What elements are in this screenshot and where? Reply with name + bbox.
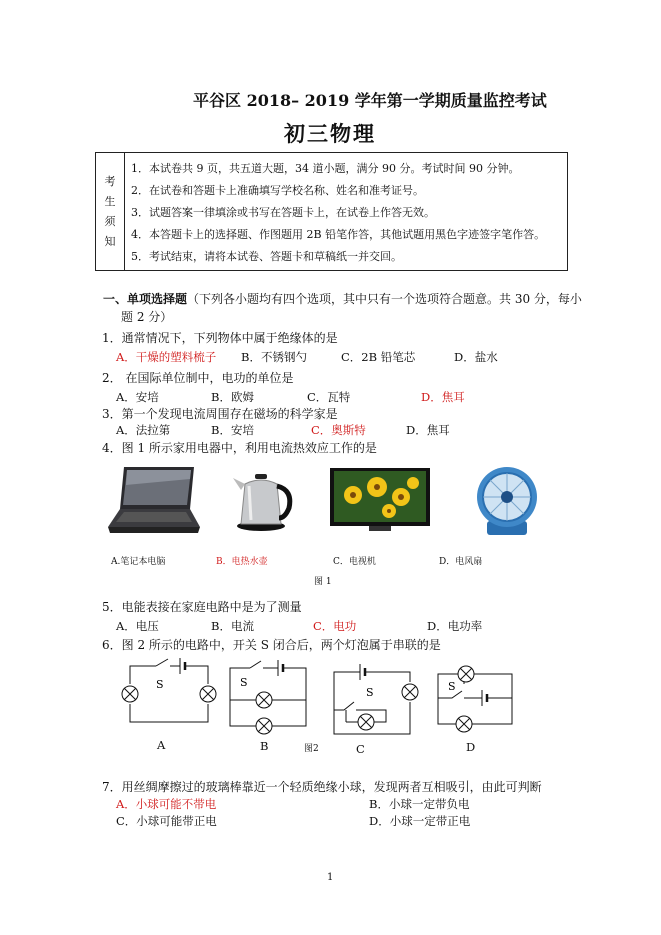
section-instruction: （下列各小题均有四个选项，其中只有一个选项符合题意。共 30 分，每小 (187, 292, 582, 306)
notice-item: 4．本答题卡上的选择题、作图题用 2B 铅笔作答，其他试题用黑色字迹签字笔作答。 (131, 227, 546, 241)
q4-caption-b: B．电热水壶 (216, 557, 268, 567)
notice-item: 5．考试结束，请将本试卷、答题卡和草稿纸一并交回。 (131, 249, 402, 263)
switch-label-c: S (366, 686, 374, 699)
q1-option-a: A．干燥的塑料梳子 (116, 350, 217, 364)
q3-option-d: D．焦耳 (406, 423, 450, 437)
q1-option-d: D．盐水 (454, 350, 498, 364)
circuit-a-label: A (157, 738, 166, 752)
circuit-d (434, 664, 518, 740)
q6-stem: 6．图 2 所示的电路中，开关 S 闭合后，两个灯泡属于串联的是 (102, 638, 441, 652)
figure-2-label: 图2 (304, 744, 319, 754)
q7-option-c: C．小球可能带正电 (116, 814, 217, 828)
tv-image (329, 467, 431, 533)
circuit-b (226, 660, 318, 740)
section-instruction-cont: 题 2 分） (121, 310, 173, 324)
circuit-d-label: D (466, 740, 476, 754)
kettle-image (227, 468, 297, 532)
q2-option-a: A．安培 (116, 390, 159, 404)
section-heading-line (103, 290, 582, 307)
q4-caption-c: C．电视机 (333, 557, 376, 567)
q4-caption-d: D．电风扇 (439, 557, 483, 567)
q3-option-b: B．安培 (211, 423, 254, 437)
circuit-c-label: C (356, 742, 365, 756)
q2-option-d: D．焦耳 (421, 390, 465, 404)
q5-option-c: C．电功 (313, 619, 357, 633)
q3-option-a: A．法拉第 (116, 423, 171, 437)
circuit-a (118, 658, 222, 728)
subject-title: 初三物理 (284, 121, 376, 146)
notice-list (125, 153, 568, 271)
laptop-image (106, 465, 202, 539)
notice-side-char: 生 (104, 194, 116, 208)
notice-side-char: 考 (104, 174, 116, 188)
q3-stem: 3．第一个发现电流周围存在磁场的科学家是 (102, 407, 338, 421)
exam-title: 平谷区 2018– 2019 学年第一学期质量监控考试 (193, 91, 547, 110)
notice-item: 3．试题答案一律填涂或书写在答题卡上，在试卷上作答无效。 (131, 205, 435, 219)
q7-option-a: A．小球可能不带电 (116, 797, 217, 811)
q2-option-c: C．瓦特 (307, 390, 351, 404)
notice-item: 1．本试卷共 9 页，共五道大题，34 道小题，满分 90 分。考试时间 90 分钟。 (131, 161, 520, 175)
notice-side-char: 知 (104, 234, 116, 248)
q7-stem: 7．用丝绸摩擦过的玻璃棒靠近一个轻质绝缘小球，发现两者互相吸引，由此可判断 (102, 780, 542, 794)
q5-stem: 5．电能表接在家庭电路中是为了测量 (102, 600, 302, 614)
q7-option-b: B．小球一定带负电 (369, 797, 470, 811)
circuit-b-label: B (260, 739, 269, 753)
switch-label-a: S (156, 678, 164, 691)
section-heading: 一、单项选择题 (103, 292, 188, 306)
notice-side-char: 须 (104, 214, 116, 228)
figure-1-label: 图 1 (314, 577, 332, 587)
notice-side-label (96, 153, 125, 271)
fan-image (473, 463, 541, 539)
notice-item: 2．在试卷和答题卡上准确填写学校名称、姓名和准考证号。 (131, 183, 424, 197)
circuit-c (330, 664, 422, 744)
q5-option-b: B．电流 (211, 619, 254, 633)
q2-option-b: B．欧姆 (211, 390, 254, 404)
q1-option-c: C．2B 铅笔芯 (341, 350, 416, 364)
notice-box (95, 152, 568, 271)
q4-stem: 4．图 1 所示家用电器中，利用电流热效应工作的是 (102, 441, 377, 455)
switch-label-b: S (240, 676, 248, 689)
switch-label-d: S (448, 680, 456, 693)
q1-option-b: B．不锈钢勺 (241, 350, 307, 364)
q3-option-c: C．奥斯特 (311, 423, 366, 437)
q1-stem: 1．通常情况下，下列物体中属于绝缘体的是 (102, 331, 338, 345)
q4-caption-a: A.笔记本电脑 (111, 557, 166, 567)
q7-option-d: D．小球一定带正电 (369, 814, 471, 828)
page-number: 1 (327, 872, 334, 883)
q5-option-a: A．电压 (116, 619, 159, 633)
q5-option-d: D．电功率 (427, 619, 483, 633)
q2-stem: 2． 在国际单位制中，电功的单位是 (102, 371, 294, 385)
